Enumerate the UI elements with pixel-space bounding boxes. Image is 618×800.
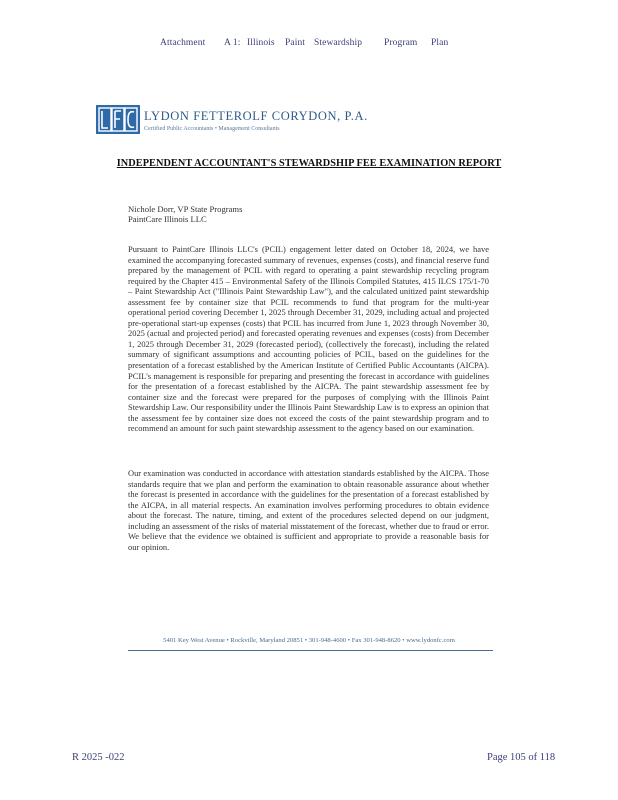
footer-divider <box>128 650 493 651</box>
firm-tagline: Certified Public Accountants • Management Consultants <box>144 126 280 132</box>
addressee-name: Nichole Dorr, VP State Programs <box>128 204 243 214</box>
body-paragraph-examination: Our examination was conducted in accordance with attestation standards established by the AICPA. Those standards require that we plan and perform the examination to obtain reasonable assurance about whether the forecast is presented in accordance with the guidelines for the presentation of a forecast established by the AICPA, in all material respects. An examination involves performing procedures to obtain evidence about the forecast. The nature, timing, and extent of the procedures selected depend on our judgment, including an assessment of the risks of material misstatement of the forecast, whether due to fraud or error. We believe that the evidence we obtained is sufficient and appropriate to provide a reasonable basis for our opinion. <box>128 468 489 552</box>
header-word-state: Illinois <box>247 38 275 48</box>
firm-logo <box>96 105 368 139</box>
document-id: R 2025 -022 <box>72 752 125 763</box>
addressee-organization: PaintCare Illinois LLC <box>128 214 207 224</box>
header-word-stewardship: Stewardship <box>314 38 363 48</box>
header-word-paint: Paint <box>285 38 306 48</box>
page-number: Page 105 of 118 <box>487 752 556 763</box>
header-word-label: A 1: <box>224 38 241 48</box>
firm-name: LYDON FETTEROLF CORYDON, P.A. <box>144 109 368 123</box>
firm-address-footer: 5401 Key West Avenue • Rockville, Maryland 20851 • 301-948-4600 • Fax 301-948-8620 • www.lydonfc.com <box>163 637 455 644</box>
body-paragraph-engagement: Pursuant to PaintCare Illinois LLC's (PCIL) engagement letter dated on October 18, 2024, we have examined the accompanying forecasted summary of revenues, expenses (costs), and financial reserve fund prepared by the management of PCIL with regard to operating a paint stewardship recycling program required by the Chapter 415 – Environmental Safety of the Illinois Compiled Statutes, 415 ILCS 175/1-70 – Paint Stewardship Act ("Illinois Paint Stewardship Law"), and the calculated unitized paint stewardship assessment fee by container size that PCIL recommends to fund that program for the multi-year operational period covering December 1, 2025 through December 31, 2029, including actual and projected pre-operational start-up expenses (costs) that PCIL has incurred from June 1, 2023 through November 30, 2025 (actual and projected period) and forecasted operating revenues and expenses (costs) from December 1, 2025 through December 31, 2029 (forecasted period), (collectively the forecast), including the related summary of significant assumptions and accounting policies of PCIL, based on the guidelines for the presentation of a forecast established by the American Institute of Certified Public Accountants (AICPA). PCIL's management is responsible for preparing and presenting the forecast in accordance with guidelines for the presentation of a forecast established by the AICPA. The paint stewardship assessment fee by container size and the forecast were prepared for the purposes of complying with the Illinois Paint Stewardship Law. Our responsibility under the Illinois Paint Stewardship Law is to express an opinion that the assessment fee by container size does not exceed the costs of the paint stewardship program and to recommend an amount for such paint stewardship assessment to the agency based on our examination. <box>128 244 489 434</box>
attachment-header <box>0 38 618 52</box>
lfc-monogram-icon <box>96 105 140 134</box>
header-word-program: Program <box>384 38 418 48</box>
header-word-plan: Plan <box>431 38 449 48</box>
report-title: INDEPENDENT ACCOUNTANT'S STEWARDSHIP FEE EXAMINATION REPORT <box>116 158 502 169</box>
header-word-attachment: Attachment <box>160 38 206 48</box>
addressee-block <box>128 204 242 224</box>
